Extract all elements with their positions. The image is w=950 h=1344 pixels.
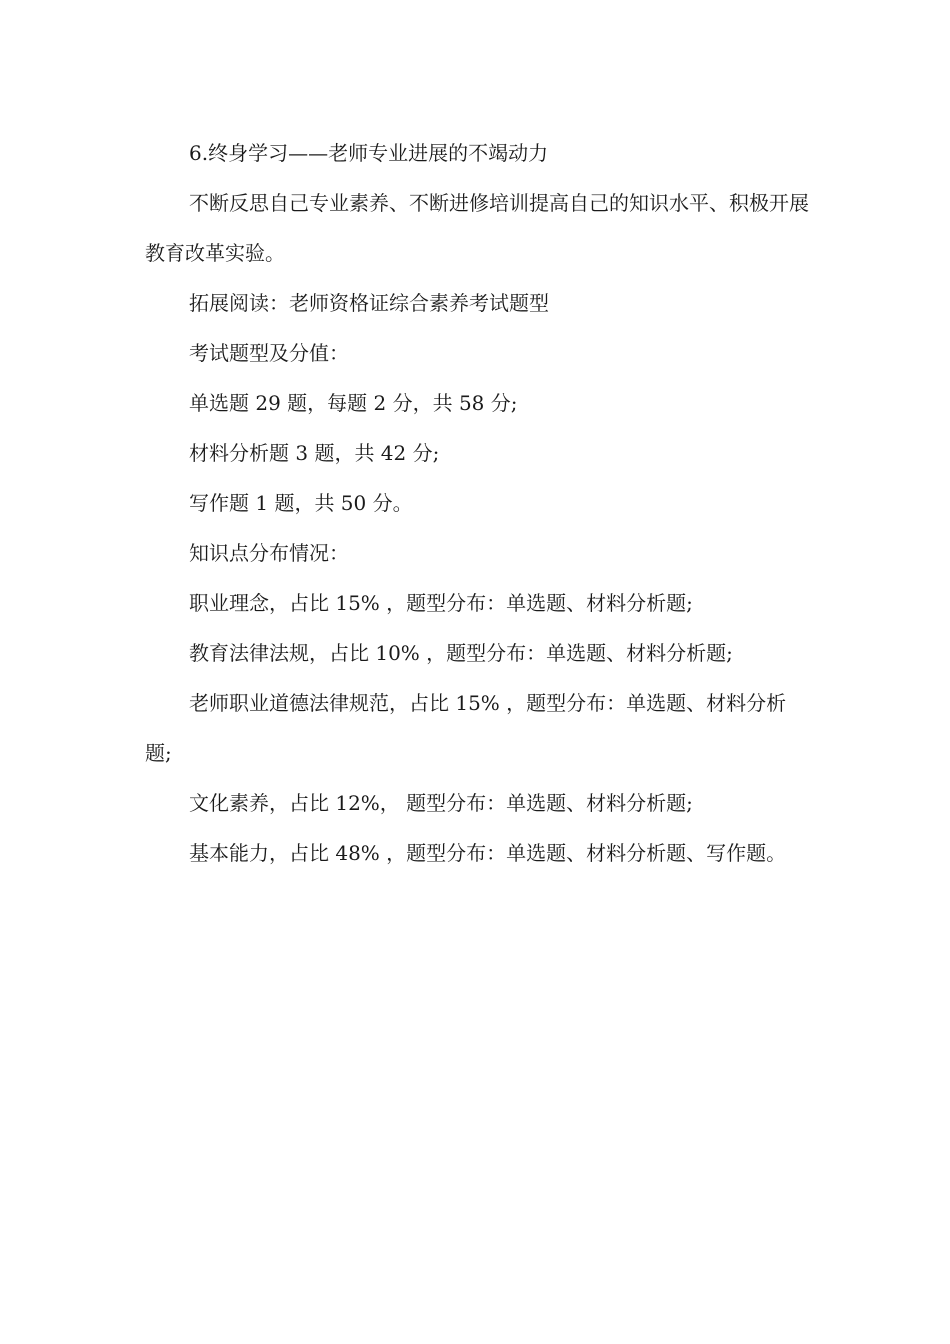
section-heading: 6.终身学习——老师专业进展的不竭动力 [189,141,549,165]
body-paragraph: 不断反思自己专业素养、不断进修培训提高自己的知识水平、积极开展教育改革实验。 [145,191,809,265]
document-body [145,128,810,878]
knowledge-item: 基本能力，占比 48% ，题型分布：单选题、材料分析题、写作题。 [189,841,787,865]
knowledge-item: 老师职业道德法律规范，占比 15% ，题型分布：单选题、材料分析题; [145,691,787,765]
knowledge-item: 职业理念，占比 15% ，题型分布：单选题、材料分析题; [189,591,693,615]
exam-type-item: 材料分析题 3 题，共 42 分; [189,441,440,465]
knowledge-item: 教育法律法规，占比 10% ，题型分布：单选题、材料分析题; [189,641,733,665]
exam-types-heading: 考试题型及分值： [189,341,349,365]
extended-reading-heading: 拓展阅读：老师资格证综合素养考试题型 [189,291,549,315]
exam-type-item: 单选题 29 题，每题 2 分，共 58 分; [189,391,518,415]
exam-type-item: 写作题 1 题，共 50 分。 [189,491,413,515]
knowledge-distribution-heading: 知识点分布情况： [189,541,349,565]
knowledge-item: 文化素养，占比 12%， 题型分布：单选题、材料分析题; [189,791,693,815]
